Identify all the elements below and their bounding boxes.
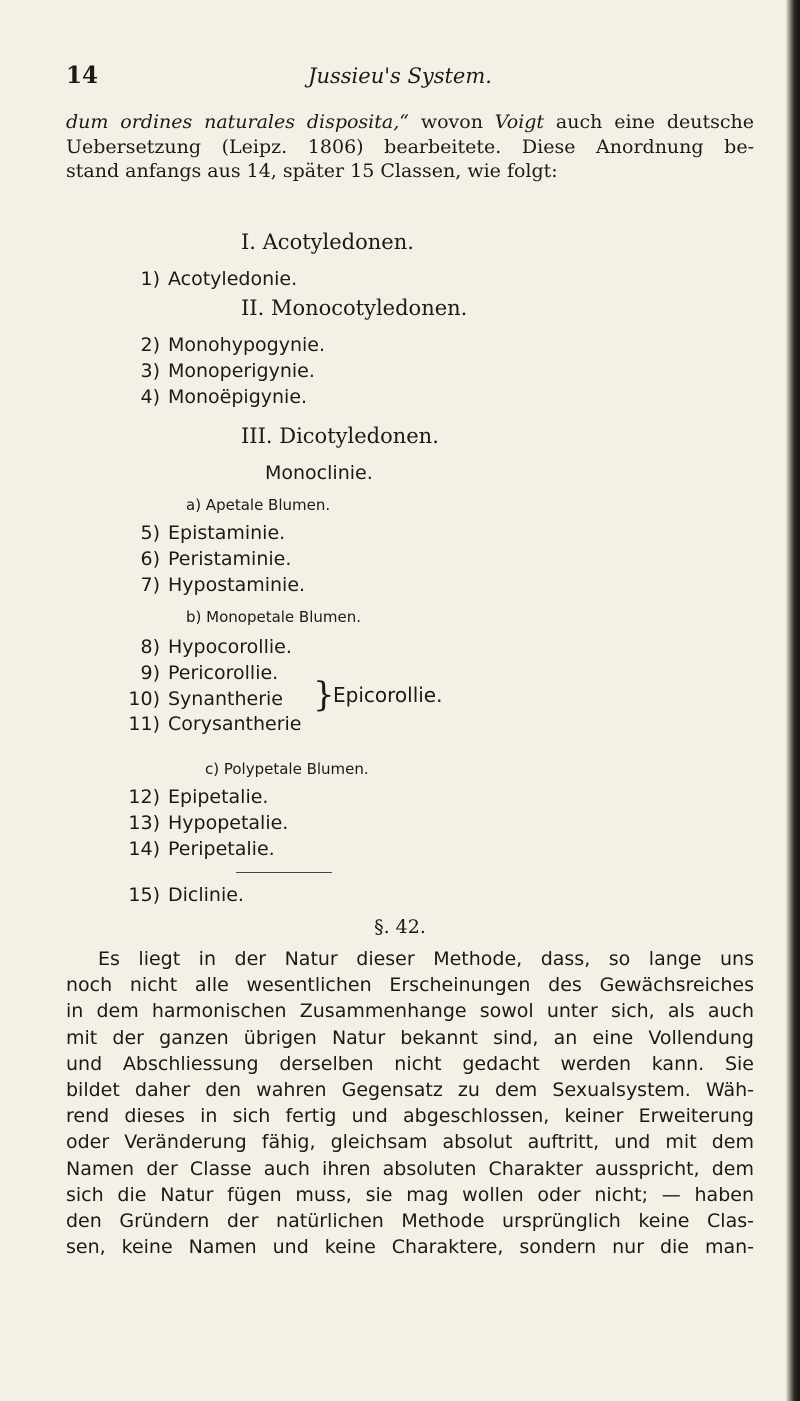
class-heading-dicotyledonen: III. Dicotyledonen. (241, 424, 439, 448)
list-item: 12) Epipetalie. (128, 786, 269, 808)
group-label-monopetale: b) Monopetale Blumen. (186, 608, 362, 626)
paragraph-line: Es liegt in der Natur dieser Methode, dass, so lange uns (98, 948, 754, 970)
list-item: 15) Diclinie. (128, 884, 244, 906)
list-item: 5) Epistaminie. (140, 522, 286, 544)
list-item: 13) Hypopetalie. (128, 812, 289, 834)
paragraph-line: den Gründern der natürlichen Methode ursprünglich keine Clas- (66, 1210, 754, 1233)
list-item: 11) Corysantherie (128, 713, 302, 735)
section-paragraph (66, 946, 754, 1260)
group-label-apetale: a) Apetale Blumen. (186, 496, 331, 514)
intro-line: dum ordines naturales disposita,“ wovon Voigt auch eine deutsche (66, 111, 754, 133)
paragraph-line: bildet daher den wahren Gegensatz zu dem Sexualsystem. Wäh- (66, 1079, 754, 1102)
paragraph-line: oder Veränderung fähig, gleichsam absolut auftritt, und mit dem (66, 1131, 754, 1154)
list-item: 10) Synantherie (128, 688, 283, 710)
class-heading-acotyledonen: I. Acotyledonen. (241, 230, 414, 254)
divider-rule (236, 872, 332, 873)
group-label-polypetale: c) Polypetale Blumen. (205, 760, 369, 778)
page-header (66, 62, 734, 92)
running-title: Jussieu's System. (308, 64, 492, 88)
intro-paragraph (66, 110, 754, 184)
paragraph-line: in dem harmonischen Zusammenhange sowol unter sich, als auch (66, 1000, 754, 1023)
brace-icon: } (313, 675, 335, 715)
list-item: 9) Pericorollie. (140, 662, 279, 684)
paragraph-line: noch nicht alle wesentlichen Erscheinungen des Gewächsreiches (66, 974, 754, 997)
intro-line-last: stand anfangs aus 14, später 15 Classen, wie folgt: (66, 160, 558, 182)
list-item: 4) Monoëpigynie. (140, 386, 308, 408)
list-item: 14) Peripetalie. (128, 838, 275, 860)
paragraph-line: mit der ganzen übrigen Natur bekannt sind, an eine Vollendung (66, 1026, 754, 1049)
list-item: 2) Monohypogynie. (140, 334, 326, 356)
class-heading-monocotyledonen: II. Monocotyledonen. (241, 296, 468, 320)
page-edge-shadow (786, 0, 800, 1401)
paragraph-line: und Abschliessung derselben nicht gedacht werden kann. Sie (66, 1052, 754, 1075)
paragraph-line: rend dieses in sich fertig und abgeschlossen, keiner Erweiterung (66, 1105, 754, 1128)
paragraph-line: sen, keine Namen und keine Charaktere, sondern nur die man- (66, 1236, 754, 1259)
list-item: 6) Peristaminie. (140, 548, 292, 570)
list-item: 7) Hypostaminie. (140, 574, 306, 596)
intro-line: Uebersetzung (Leipz. 1806) bearbeitete. Diese Anordnung be- (66, 135, 754, 158)
group-label-epicorollie: Epicorollie. (333, 683, 443, 707)
paragraph-line: Namen der Classe auch ihren absoluten Charakter ausspricht, dem (66, 1157, 754, 1180)
list-item: 1) Acotyledonie. (140, 268, 298, 290)
section-title: §. 42. (374, 916, 426, 938)
paragraph-line: sich die Natur fügen muss, sie mag wollen oder nicht; — haben (66, 1183, 754, 1206)
list-item: 8) Hypocorollie. (140, 636, 292, 658)
page-number: 14 (66, 62, 99, 89)
subheading-monoclinie: Monoclinie. (265, 462, 373, 484)
list-item: 3) Monoperigynie. (140, 360, 315, 382)
